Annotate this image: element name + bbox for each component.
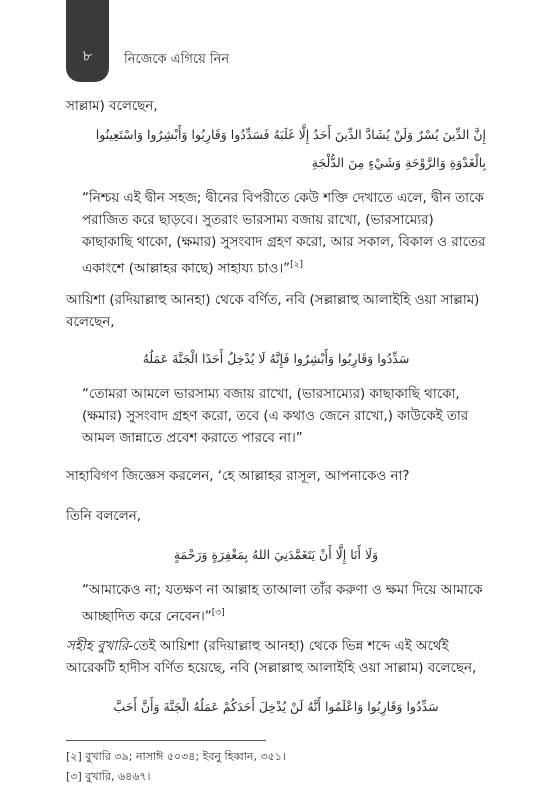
- paragraph-3: সাহাবিগণ জিজ্ঞেস করলেন, ‘হে আল্লাহর রাসূল, আপনাকেও না?: [66, 469, 410, 484]
- quote-1-text: “নিশ্চয় এই দ্বীন সহজ; দ্বীনের বিপরীতে কেউ শক্তি দেখাতে এলে, দ্বীন তাকে পরাজিত করে ছাড়বে। সুতরাং ভারসাম্য বজায় রাখো, (ভারসাম্যের) কাছাকাছি থাকো, (ক্ষমার) সুসংবাদ গ্রহণ করো, আর সকাল, বিকাল ও রাতের একাংশে (আল্লাহর কাছে) সাহায্য চাও।”: [82, 191, 486, 277]
- quote-3: [82, 580, 486, 628]
- footnote-2: [২] বুখারি ৩৯; নাসাঈ ৫০৩৪; ইবনু হিব্বান, ৩৫১।: [66, 750, 286, 763]
- arabic-text-3: وَلَا أَنَا إِلَّا أَنْ يَتَغَمَّدَنِيَ اللهُ بِمَغْفِرَةٍ وَرَحْمَةٍ: [173, 547, 379, 562]
- footnote-3: [৩] বুখারি, ৬৪৬৭।: [66, 770, 151, 783]
- paragraph-5: [66, 636, 486, 680]
- page-number-tab: [66, 0, 109, 82]
- page-number: ৮: [82, 47, 93, 65]
- footnote-divider: [66, 740, 266, 741]
- paragraph-4: তিনি বললেন,: [66, 509, 141, 524]
- quote-2: “তোমরা আমলে ভারসাম্য বজায় রাখো, (ভারসাম্যের) কাছাকাছি থাকো, (ক্ষমার) সুসংবাদ গ্রহণ করো, তবে (এ কথাও জেনে রাখো,) কাউকেই তার আমল জান্নাতে প্রবেশ করাতে পারবে না।”: [82, 387, 469, 446]
- arabic-text-2: سَدِّدُوا وَقَارِبُوا وَأَبْشِرُوا فَإِنَّهُ لَا يُدْخِلُ أَحَدًا الْجَنَّةَ عَمَلُهُ: [142, 351, 410, 366]
- quote-1: [82, 188, 486, 280]
- arabic-text-1-line-2: بِالْغَدْوَةِ وَالرَّوْحَةِ وَشَيْءٍ مِنَ الدُّلْجَةِ: [311, 155, 486, 170]
- paragraph-5-text: তেই আয়িশা (রদিয়াল্লাহু আনহা) থেকে ভিন্ন শব্দে এই অর্থেই আরেকটি হাদীস বর্ণিত হয়েছে, নবি (সল্লাল্লাহু আলাইহি ওয়া সাল্লাম) বলেছেন,: [66, 639, 477, 676]
- running-title: নিজেকে এগিয়ে নিন: [124, 52, 230, 67]
- footnote-ref-2: [২]: [290, 260, 303, 270]
- paragraph-1: সাল্লাম) বলেছেন,: [66, 99, 158, 114]
- footnote-ref-3: [৩]: [211, 608, 225, 618]
- arabic-text-1-line-1: إِنَّ الدِّينَ يُسْرٌ وَلَنْ يُشَادَّ الدِّينَ أَحَدٌ إِلَّا غَلَبَهُ فَسَدِّدُوا وَقَارِبُوا وَأَبْشِرُوا وَاسْتَعِينُوا: [95, 127, 486, 142]
- paragraph-2: আয়িশা (রদিয়াল্লাহু আনহা) থেকে বর্ণিত, নবি (সল্লাল্লাহু আলাইহি ওয়া সাল্লাম) বলেছেন,: [66, 293, 480, 330]
- arabic-text-4: سَدِّدُوا وَقَارِبُوا وَاعْلَمُوا أَنَّهُ لَنْ يُدْخِلَ أَحَدَكُمْ عَمَلُهُ الْجَنَّةَ وَأَنَّ أَحَبَّ: [113, 699, 439, 714]
- quote-3-text: “আমাকেও না; যতক্ষণ না আল্লাহ তাআলা তাঁর করুণা ও ক্ষমা দিয়ে আমাকে আচ্ছাদিত করে নেবেন।”: [82, 583, 483, 625]
- book-title-sahih-bukhari: সহীহ বুখারি-: [66, 639, 134, 654]
